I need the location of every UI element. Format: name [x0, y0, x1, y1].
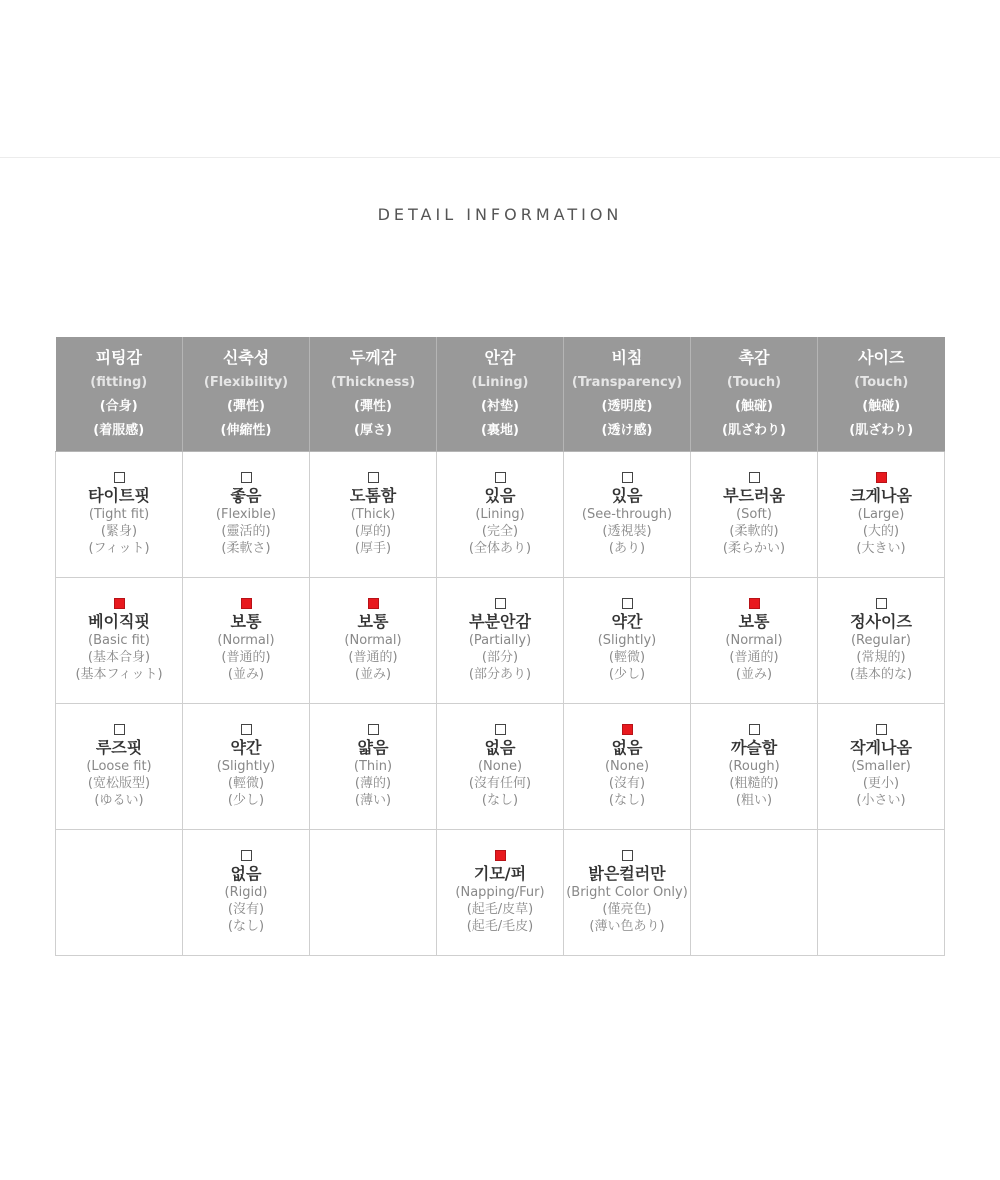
option-english: (Loose fit) [86, 758, 152, 774]
option-japanese: (粗い) [735, 792, 773, 808]
option-english: (Napping/Fur) [455, 884, 545, 900]
option [691, 598, 817, 683]
option-english: (Rigid) [224, 884, 268, 900]
header-chinese: (触碰) [862, 399, 901, 414]
header-japanese: (着服感) [93, 423, 145, 438]
table-row [56, 577, 945, 703]
unchecked-box-icon [749, 724, 760, 735]
option-english: (Regular) [850, 632, 911, 648]
header-chinese: (透明度) [601, 399, 653, 414]
option-label: 있음 [611, 485, 643, 505]
option-chinese: (靈活的) [221, 523, 271, 539]
header-japanese: (肌ざわり) [849, 423, 914, 438]
option-japanese: (並み) [227, 666, 265, 682]
option [56, 472, 182, 557]
header-english: (fitting) [90, 375, 148, 390]
option [691, 724, 817, 809]
option-chinese: (柔軟的) [729, 523, 779, 539]
option [437, 850, 563, 935]
unchecked-box-icon [368, 724, 379, 735]
header-title: 피팅감 [95, 348, 142, 367]
option-english: (See-through) [581, 506, 673, 522]
option-cell [183, 451, 310, 577]
option-cell [56, 703, 183, 829]
option-japanese: (起毛/毛皮) [466, 918, 534, 934]
header-japanese: (伸縮性) [220, 423, 272, 438]
header-chinese: (触碰) [735, 399, 773, 414]
option-japanese: (少し) [608, 666, 646, 682]
option-english: (Flexible) [215, 506, 277, 522]
option-label: 있음 [484, 485, 516, 505]
option-english: (Soft) [736, 506, 772, 522]
option-english: (Thick) [350, 506, 396, 522]
option-cell [691, 451, 818, 577]
option-label: 작게나옴 [850, 737, 912, 757]
header-chinese: (彈性) [227, 399, 265, 414]
header-english: (Transparency) [571, 375, 683, 390]
option-label: 정사이즈 [850, 611, 912, 631]
option-label: 없음 [611, 737, 643, 757]
option [564, 850, 690, 935]
option-japanese: (薄い色あり) [589, 918, 665, 934]
option-cell [437, 703, 564, 829]
option-chinese: (普通的) [348, 649, 398, 665]
header-japanese: (裏地) [481, 423, 519, 438]
header-title: 사이즈 [858, 348, 905, 367]
option-chinese: (完全) [481, 523, 519, 539]
option-cell [818, 451, 945, 577]
option [437, 724, 563, 809]
unchecked-box-icon [241, 850, 252, 861]
option-english: (Partially) [468, 632, 532, 648]
header-cell [691, 337, 818, 451]
unchecked-box-icon [876, 598, 887, 609]
option-label: 도톰함 [349, 485, 397, 505]
option-label: 얇음 [357, 737, 389, 757]
option [56, 724, 182, 809]
checked-box-icon [114, 598, 125, 609]
option-japanese: (少し) [227, 792, 265, 808]
option [183, 598, 309, 683]
option-japanese: (小さい) [856, 792, 906, 808]
option-japanese: (部分あり) [468, 666, 532, 682]
option [310, 472, 436, 557]
option-label: 없음 [484, 737, 516, 757]
header-japanese: (肌ざわり) [722, 423, 786, 438]
option-english: (None) [604, 758, 650, 774]
option-japanese: (なし) [608, 792, 646, 808]
option-chinese: (粗糙的) [729, 775, 779, 791]
option-chinese: (部分) [481, 649, 519, 665]
unchecked-box-icon [368, 472, 379, 483]
unchecked-box-icon [622, 598, 633, 609]
option-chinese: (輕微) [227, 775, 265, 791]
unchecked-box-icon [495, 472, 506, 483]
unchecked-box-icon [495, 724, 506, 735]
header-cell [564, 337, 691, 451]
option [691, 472, 817, 557]
empty-cell [56, 829, 183, 955]
option [437, 598, 563, 683]
option-label: 부드러움 [723, 485, 785, 505]
option-chinese: (輕微) [608, 649, 646, 665]
checked-box-icon [241, 598, 252, 609]
option-english: (Slightly) [216, 758, 276, 774]
top-divider [0, 157, 1000, 158]
option-chinese: (普通的) [221, 649, 271, 665]
option [564, 598, 690, 683]
option-chinese: (大的) [862, 523, 900, 539]
option-label: 부분안감 [469, 611, 531, 631]
option [183, 850, 309, 935]
section-title: DETAIL INFORMATION [377, 205, 623, 224]
unchecked-box-icon [622, 850, 633, 861]
option-chinese: (透視裝) [602, 523, 652, 539]
option-chinese: (基本合身) [87, 649, 151, 665]
option-japanese: (ゆるい) [94, 792, 144, 808]
option-english: (Tight fit) [88, 506, 150, 522]
option-label: 밝은컬러만 [588, 863, 666, 883]
option-english: (None) [477, 758, 523, 774]
option-label: 타이트핏 [88, 485, 150, 505]
option-cell [310, 451, 437, 577]
option-chinese: (沒有) [608, 775, 646, 791]
option-cell [183, 703, 310, 829]
checked-box-icon [368, 598, 379, 609]
option-japanese: (大きい) [856, 540, 906, 556]
unchecked-box-icon [241, 472, 252, 483]
option-label: 없음 [230, 863, 262, 883]
option [56, 598, 182, 683]
option-label: 베이직핏 [88, 611, 150, 631]
option-chinese: (起毛/皮草) [466, 901, 534, 917]
option-cell [183, 829, 310, 955]
option-label: 까슬함 [730, 737, 778, 757]
option-japanese: (柔軟さ) [221, 540, 271, 556]
option-cell [564, 577, 691, 703]
header-cell [56, 337, 183, 451]
option-japanese: (あり) [608, 540, 646, 556]
option-japanese: (基本フィット) [75, 666, 163, 682]
header-title: 비침 [611, 348, 643, 367]
option-cell [56, 577, 183, 703]
header-english: (Thickness) [330, 375, 416, 390]
option-japanese: (並み) [354, 666, 392, 682]
option-chinese: (沒有任何) [468, 775, 532, 791]
option-cell [310, 577, 437, 703]
option [183, 724, 309, 809]
option-cell [437, 577, 564, 703]
option-chinese: (僅亮色) [602, 901, 652, 917]
option-japanese: (フィット) [88, 540, 150, 556]
header-title: 신축성 [222, 348, 270, 367]
header-japanese: (厚さ) [354, 423, 392, 438]
checked-box-icon [749, 598, 760, 609]
unchecked-box-icon [495, 598, 506, 609]
option-english: (Basic fit) [88, 632, 150, 648]
option-chinese: (更小) [862, 775, 900, 791]
header-cell [183, 337, 310, 451]
header-english: (Touch) [854, 375, 909, 390]
table-row [56, 703, 945, 829]
option-japanese: (全体あり) [468, 540, 532, 556]
header-cell [310, 337, 437, 451]
option [310, 598, 436, 683]
option-english: (Rough) [728, 758, 780, 774]
option-english: (Slightly) [597, 632, 657, 648]
option-chinese: (沒有) [227, 901, 265, 917]
option-japanese: (なし) [481, 792, 519, 808]
option-chinese: (厚的) [354, 523, 392, 539]
unchecked-box-icon [876, 724, 887, 735]
empty-cell [691, 829, 818, 955]
option-label: 약간 [230, 737, 262, 757]
option-japanese: (基本的な) [849, 666, 913, 682]
option-label: 크게나옴 [850, 485, 912, 505]
empty-cell [818, 829, 945, 955]
header-english: (Touch) [726, 375, 782, 390]
option-chinese: (緊身) [100, 523, 138, 539]
empty-cell [310, 829, 437, 955]
checked-box-icon [876, 472, 887, 483]
option-cell [564, 703, 691, 829]
option-cell [691, 703, 818, 829]
option [564, 724, 690, 809]
header-english: (Flexibility) [203, 375, 289, 390]
unchecked-box-icon [622, 472, 633, 483]
option [818, 724, 944, 809]
option-label: 기모/퍼 [473, 863, 527, 883]
option-chinese: (宽松版型) [87, 775, 151, 791]
checked-box-icon [622, 724, 633, 735]
header-chinese: (合身) [99, 399, 138, 414]
option-label: 루즈핏 [95, 737, 143, 757]
header-title: 안감 [484, 348, 516, 367]
option-cell [564, 829, 691, 955]
checked-box-icon [495, 850, 506, 861]
option-cell [183, 577, 310, 703]
header-row [56, 337, 945, 451]
unchecked-box-icon [114, 724, 125, 735]
option-label: 약간 [611, 611, 643, 631]
option-label: 좋음 [230, 485, 262, 505]
table-row [56, 829, 945, 955]
option-english: (Normal) [725, 632, 783, 648]
option-cell [818, 703, 945, 829]
option-label: 보통 [738, 611, 770, 631]
unchecked-box-icon [749, 472, 760, 483]
header-cell [818, 337, 945, 451]
option [437, 472, 563, 557]
header-title: 두께감 [349, 348, 397, 367]
option-english: (Large) [857, 506, 905, 522]
option-cell [437, 829, 564, 955]
option-english: (Normal) [217, 632, 275, 648]
option-cell [437, 451, 564, 577]
option [564, 472, 690, 557]
option-label: 보통 [230, 611, 262, 631]
option-english: (Lining) [475, 506, 525, 522]
option-chinese: (常規的) [856, 649, 906, 665]
unchecked-box-icon [114, 472, 125, 483]
header-title: 촉감 [738, 348, 770, 367]
option-english: (Thin) [353, 758, 393, 774]
header-japanese: (透け感) [601, 423, 653, 438]
option-label: 보통 [357, 611, 389, 631]
option-chinese: (薄的) [354, 775, 392, 791]
option-cell [310, 703, 437, 829]
option-japanese: (厚手) [354, 540, 392, 556]
option-english: (Smaller) [851, 758, 911, 774]
option-chinese: (普通的) [729, 649, 779, 665]
option [818, 598, 944, 683]
option-japanese: (薄い) [354, 792, 392, 808]
table-body [56, 451, 945, 955]
header-chinese: (衬垫) [481, 399, 519, 414]
option-japanese: (並み) [735, 666, 773, 682]
option-japanese: (柔らかい) [722, 540, 786, 556]
option [310, 724, 436, 809]
option-english: (Bright Color Only) [566, 884, 688, 900]
table-row [56, 451, 945, 577]
header-cell [437, 337, 564, 451]
header-chinese: (彈性) [354, 399, 392, 414]
option-japanese: (なし) [227, 918, 265, 934]
option [183, 472, 309, 557]
detail-information-table [55, 337, 945, 956]
unchecked-box-icon [241, 724, 252, 735]
option-cell [818, 577, 945, 703]
option-cell [56, 451, 183, 577]
option-cell [564, 451, 691, 577]
option-cell [691, 577, 818, 703]
option [818, 472, 944, 557]
header-english: (Lining) [471, 375, 529, 390]
option-english: (Normal) [344, 632, 402, 648]
